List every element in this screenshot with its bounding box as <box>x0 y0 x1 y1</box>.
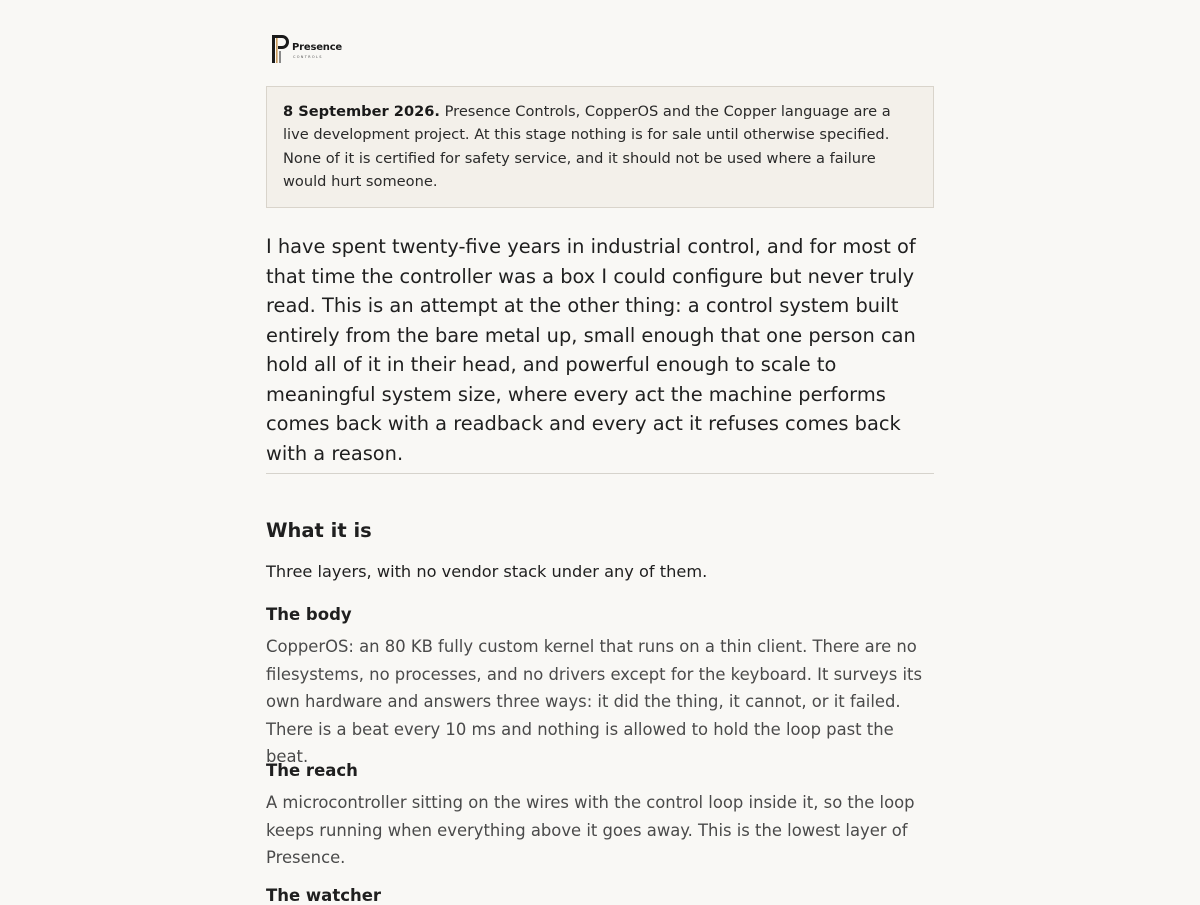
logo-mark-icon <box>270 33 292 65</box>
notice-text: Presence Controls, CopperOS and the Copper language are a live development project. At this stage nothing is for sale until otherwise specified. None of it is certified for safety service, and it should not be used where a failure would hurt someone. <box>283 103 891 190</box>
notice-date: 8 September 2026. <box>283 103 440 120</box>
layer-title-reach: The reach <box>266 761 358 780</box>
logo-subtitle: CONTROLS <box>293 55 323 59</box>
layer-text-reach: A microcontroller sitting on the wires with the control loop inside it, so the loop keeps running when everything above it goes away. This is the lowest layer of Presence. <box>266 793 915 867</box>
section-divider <box>266 473 934 474</box>
layer-title-watcher: The watcher <box>266 886 382 905</box>
disclaimer-notice <box>266 86 934 208</box>
section-lead: Three layers, with no vendor stack under any of them. <box>266 562 708 581</box>
section-title: What it is <box>266 519 372 542</box>
intro-paragraph: I have spent twenty-five years in industrial control, and for most of that time the controller was a box I could configure but never truly read. This is an attempt at the other thing: a control system built entirely from the bare metal up, small enough that one person can hold all of it in their head, and powerful enough to scale to meaningful system size, where every act the machine performs comes back with a readback and every act it refuses comes back with a reason. <box>266 235 916 465</box>
layer-text-body: CopperOS: an 80 KB fully custom kernel that runs on a thin client. There are no filesystems, no processes, and no drivers except for the keyboard. It surveys its own hardware and answers three ways: it did the thing, it cannot, or it failed. There is a beat every 10 ms and nothing is allowed to hold the loop past the beat. <box>266 637 923 766</box>
logo-wordmark: Presence <box>292 42 343 53</box>
logo[interactable] <box>270 33 350 65</box>
layer-title-body: The body <box>266 605 352 624</box>
